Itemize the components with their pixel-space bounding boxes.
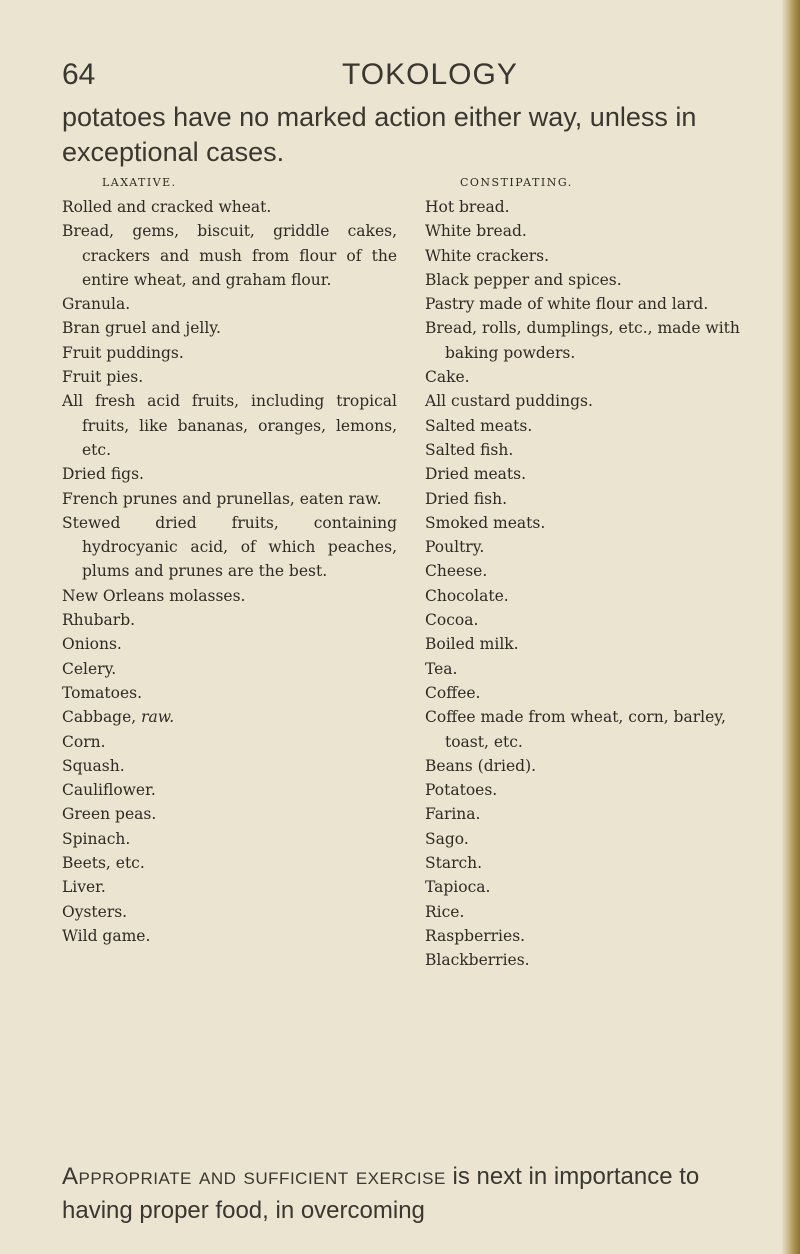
list-item: Boiled milk. — [425, 635, 519, 654]
list-item: Wild game. — [62, 926, 151, 945]
page-edge — [782, 0, 800, 1254]
list-item: Onions. — [62, 635, 122, 654]
list-item: Fruit puddings. — [62, 343, 184, 362]
closing-text: is next in importance to having proper food, in overcoming — [62, 1163, 700, 1224]
list-item: Rhubarb. — [62, 611, 136, 630]
list-item: Bread, gems, biscuit, griddle cakes, crackers and mush from flour of the entire wheat, and graham flour. — [62, 222, 397, 289]
closing-paragraph — [62, 1160, 752, 1228]
list-item: All custard puddings. — [425, 392, 593, 411]
list-item: White bread. — [425, 222, 527, 241]
list-item: Squash. — [62, 756, 125, 775]
laxative-heading: LAXATIVE. — [102, 176, 177, 189]
list-item: Salted fish. — [425, 440, 514, 459]
list-item: Potatoes. — [425, 781, 498, 800]
smallcaps-lead: Appropriate and sufficient exercise — [62, 1163, 446, 1190]
constipating-heading: CONSTIPATING. — [460, 176, 573, 189]
constipating-column — [425, 172, 755, 973]
list-item: Green peas. — [62, 805, 157, 824]
list-item: Cauliflower. — [62, 781, 156, 800]
list-item: Farina. — [425, 805, 481, 824]
cabbage-label: Cabbage, — [62, 708, 142, 727]
laxative-column — [62, 172, 397, 948]
list-item: White crackers. — [425, 246, 550, 265]
list-item: Cake. — [425, 368, 470, 387]
list-item: Coffee. — [425, 683, 481, 702]
list-item: Fruit pies. — [62, 368, 144, 387]
list-item-cabbage — [62, 705, 397, 729]
list-item: Bran gruel and jelly. — [62, 319, 221, 338]
list-item: Cocoa. — [425, 611, 479, 630]
list-item: Tea. — [425, 659, 458, 678]
list-item: French prunes and prunellas, eaten raw. — [62, 489, 382, 508]
cabbage-raw: raw. — [141, 708, 175, 727]
list-item: Oysters. — [62, 902, 128, 921]
list-item: Stewed dried fruits, containing hydrocyanic acid, of which peaches, plums and prunes are the best. — [62, 513, 397, 581]
list-item: Blackberries. — [425, 951, 530, 970]
list-item: Bread, rolls, dumplings, etc., made with baking powders. — [425, 319, 740, 362]
list-item: Liver. — [62, 878, 106, 897]
page-header — [0, 58, 800, 98]
list-item: Dried fish. — [425, 489, 508, 508]
list-item: Sago. — [425, 829, 469, 848]
list-item: Pastry made of white flour and lard. — [425, 295, 709, 314]
list-item: Rolled and cracked wheat. — [62, 198, 272, 216]
intro-paragraph: potatoes have no marked action either way, unless in exceptional cases. — [62, 102, 697, 167]
list-item: All fresh acid fruits, including tropical fruits, like bananas, oranges, lemons, etc. — [62, 392, 397, 459]
constipating-list — [425, 195, 755, 973]
list-item: Rice. — [425, 902, 465, 921]
list-item: Coffee made from wheat, corn, barley, toast, etc. — [425, 708, 726, 751]
list-item: Dried meats. — [425, 465, 527, 484]
list-item: Poultry. — [425, 538, 485, 557]
list-item: Smoked meats. — [425, 513, 546, 532]
list-item: Tomatoes. — [62, 683, 143, 702]
list-item: Dried figs. — [62, 465, 144, 484]
list-item: Black pepper and spices. — [425, 270, 622, 289]
list-item: Raspberries. — [425, 926, 526, 945]
list-item: Beans (dried). — [425, 756, 537, 775]
list-item: Spinach. — [62, 829, 131, 848]
list-item: Cheese. — [425, 562, 488, 581]
page-number: 64 — [62, 58, 96, 91]
list-item: New Orleans molasses. — [62, 586, 246, 605]
list-item: Celery. — [62, 659, 117, 678]
list-item: Salted meats. — [425, 416, 533, 435]
list-item: Chocolate. — [425, 586, 509, 605]
list-item: Corn. — [62, 732, 106, 751]
laxative-list — [62, 195, 397, 948]
running-head: TOKOLOGY — [342, 58, 518, 91]
list-item: Granula. — [62, 295, 131, 314]
list-item: Hot bread. — [425, 198, 510, 216]
list-item: Starch. — [425, 854, 483, 873]
list-item: Tapioca. — [425, 878, 491, 897]
list-item: Beets, etc. — [62, 854, 145, 873]
